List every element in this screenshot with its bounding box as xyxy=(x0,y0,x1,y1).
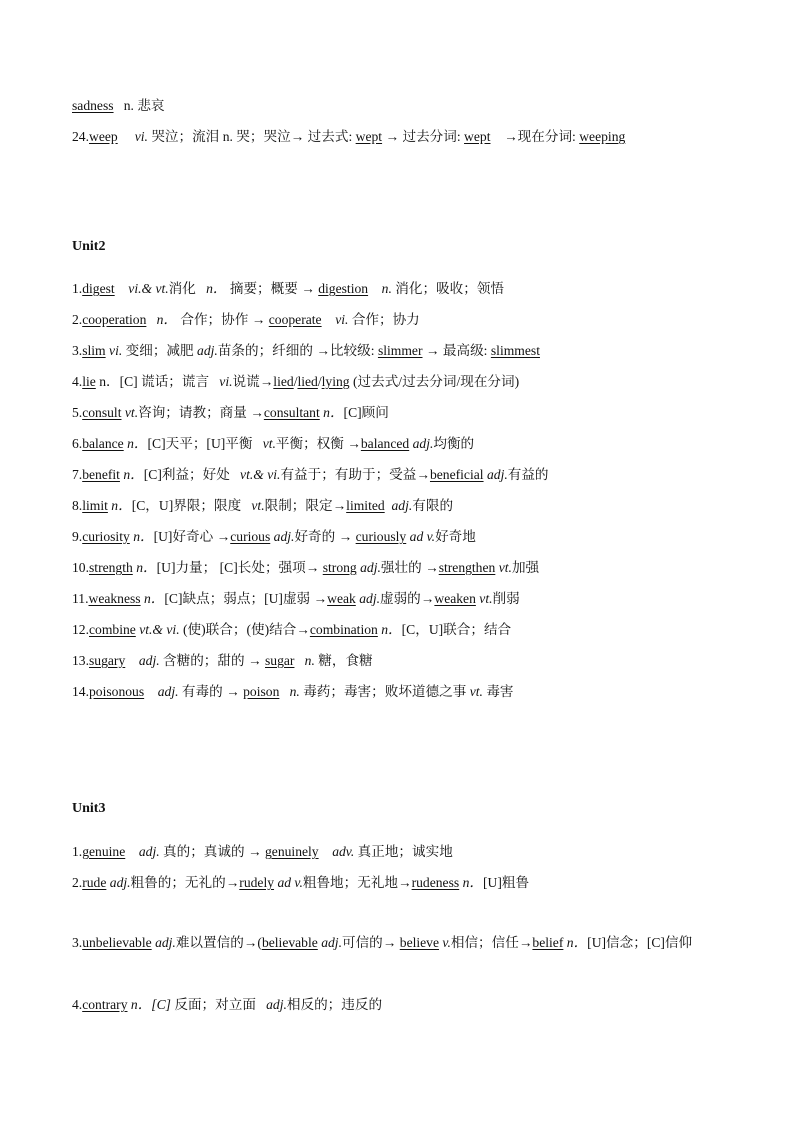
entry-text: n． xyxy=(462,875,483,890)
entry-text: adj. xyxy=(360,560,381,575)
answer-word: rudely xyxy=(239,875,275,890)
entry-text: 4. xyxy=(72,997,83,1012)
answer-word: balanced xyxy=(360,436,410,451)
entry-text: vt.& vi. xyxy=(139,622,180,637)
vocab-entry-genuine xyxy=(72,843,732,861)
entry-text: n． xyxy=(144,591,165,606)
entry-text: 摘要；概要 → xyxy=(229,281,315,296)
vocab-entry-slim xyxy=(72,342,732,360)
entry-text: 毒害 xyxy=(486,684,514,699)
answer-word: poisonous xyxy=(89,684,145,699)
answer-word: believe xyxy=(399,935,440,950)
vocab-entry-limit xyxy=(72,497,732,515)
entry-text: vt. xyxy=(498,560,512,575)
vocab-entry-sugary xyxy=(72,652,732,670)
answer-word: sugary xyxy=(89,653,126,668)
entry-text: n． xyxy=(111,498,132,513)
answer-word: weak xyxy=(327,591,356,606)
entry-text: 4. xyxy=(72,374,83,389)
entry-text: 2. xyxy=(72,875,83,890)
entry-text: 3. xyxy=(72,935,83,950)
definition: →现在分词: xyxy=(504,129,576,144)
entry-text: [C]顾问 xyxy=(343,405,389,420)
answer-word: lied xyxy=(297,374,318,389)
entry-text: vt.& vi. xyxy=(240,467,281,482)
entry-text: 14. xyxy=(72,684,89,699)
entry-text: 说谎→ xyxy=(232,374,274,389)
entry-text: 有益于；有助于；受益→ xyxy=(280,467,430,482)
answer-word: digest xyxy=(82,281,115,296)
answer-word: limited xyxy=(346,498,385,513)
answer-word: lied xyxy=(273,374,294,389)
entry-text: adj. xyxy=(109,875,131,890)
entry-text: 13. xyxy=(72,653,89,668)
entry-text: vt. xyxy=(479,591,493,606)
vocab-entry-benefit xyxy=(72,466,732,484)
unit2-heading: Unit2 xyxy=(72,239,106,254)
entry-text: 均衡的 xyxy=(433,436,475,451)
entry-text: n. xyxy=(381,281,392,296)
entry-text: 糖，食糖 xyxy=(318,653,373,668)
entry-text: adj. xyxy=(155,935,176,950)
entry-text: [C，U]界限；限度 xyxy=(131,498,242,513)
entry-text: 好奇的 → xyxy=(294,529,353,544)
answer-word: weep xyxy=(89,129,118,144)
entry-text: [U]好奇心 → xyxy=(153,529,231,544)
answer-word: lying xyxy=(321,374,350,389)
answer-word: consult xyxy=(82,405,122,420)
entry-text: 7. xyxy=(72,467,83,482)
entry-text: 相信；信任→ xyxy=(450,935,533,950)
entry-text: vt. xyxy=(469,684,483,699)
entry-text: n．[C] xyxy=(99,374,138,389)
entry-text: adj. xyxy=(391,498,413,513)
entry-text: n． xyxy=(133,529,154,544)
vocab-entry-cooperation xyxy=(72,311,732,329)
answer-word: consultant xyxy=(263,405,320,420)
answer-word: combine xyxy=(89,622,136,637)
entry-text: 虚弱的→ xyxy=(380,591,435,606)
entry-text: 难以置信的→( xyxy=(175,935,262,950)
entry-text: adj. xyxy=(157,684,179,699)
entry-text: 限制；限定→ xyxy=(264,498,347,513)
entry-text: [U]信念；[C]信仰 xyxy=(587,935,693,950)
entry-text: 1. xyxy=(72,281,83,296)
entry-text: → 最高级: xyxy=(425,343,488,358)
entry-text: 真正地；诚实地 xyxy=(357,844,453,859)
entry-text: 可信的→ xyxy=(341,935,397,950)
vocab-entry-unbelievable xyxy=(72,927,732,958)
entry-text: (使)联合；(使)结合→ xyxy=(183,622,310,637)
answer-word: limit xyxy=(82,498,108,513)
entry-text: n． xyxy=(206,281,227,296)
answer-word: slimmest xyxy=(490,343,540,358)
entry-text: vt. xyxy=(262,436,276,451)
answer-word: weakness xyxy=(88,591,141,606)
answer-word: strong xyxy=(322,560,357,575)
definition: 哭；哭泣→ 过去式: xyxy=(236,129,353,144)
answer-word: contrary xyxy=(82,997,128,1012)
entry-text: 12. xyxy=(72,622,89,637)
entry-text: vi. xyxy=(219,374,233,389)
vocab-entry-weep xyxy=(72,121,732,152)
entry-text: 毒药；毒害；败坏道德之事 xyxy=(303,684,467,699)
entry-text: 有限的 xyxy=(412,498,454,513)
entry-text: 有益的 xyxy=(507,467,549,482)
entry-text: n． xyxy=(381,622,402,637)
answer-word: slimmer xyxy=(377,343,423,358)
vocab-entry-digest xyxy=(72,280,732,298)
answer-word: rudeness xyxy=(411,875,460,890)
entry-text: n． xyxy=(136,560,157,575)
answer-word: weeping xyxy=(579,129,626,144)
entry-text: 2. xyxy=(72,312,83,327)
entry-text: 谎话；谎言 xyxy=(141,374,210,389)
entry-text: 3. xyxy=(72,343,83,358)
entry-text: n． xyxy=(566,935,588,950)
entry-text: [C，U]联合；结合 xyxy=(401,622,512,637)
answer-word: cooperation xyxy=(82,312,147,327)
entry-number: 24. xyxy=(72,129,89,144)
vocab-entry-consult xyxy=(72,404,732,422)
entry-text: 苗条的；纤细的 →比较级: xyxy=(217,343,375,358)
definition: n. 悲哀 xyxy=(123,98,165,113)
answer-word: rude xyxy=(82,875,107,890)
answer-word: strength xyxy=(89,560,133,575)
entry-text: adj. xyxy=(321,935,342,950)
answer-word: sugar xyxy=(265,653,295,668)
answer-word: digestion xyxy=(318,281,369,296)
entry-text: 真的；真诚的 → xyxy=(163,844,262,859)
vocab-entry-weakness xyxy=(72,590,732,608)
entry-text: 含糖的；甜的 → xyxy=(163,653,262,668)
answer-word: curiously xyxy=(355,529,407,544)
answer-word: slim xyxy=(82,343,106,358)
entry-text: n． xyxy=(156,312,177,327)
entry-text: 消化；吸收；领悟 xyxy=(395,281,505,296)
entry-text: n． xyxy=(127,436,148,451)
answer-word: genuine xyxy=(82,844,126,859)
entry-text: 削弱 xyxy=(492,591,520,606)
answer-word: cooperate xyxy=(268,312,322,327)
entry-text: 消化 xyxy=(168,281,196,296)
entry-text: ad v. xyxy=(277,875,303,890)
answer-word: wept xyxy=(355,129,383,144)
entry-text: 粗鲁的；无礼的→ xyxy=(130,875,240,890)
entry-text: 5. xyxy=(72,405,83,420)
entry-text: n． xyxy=(323,405,344,420)
answer-word: unbelievable xyxy=(82,935,152,950)
definition: 哭泣；流泪 xyxy=(151,129,220,144)
vocab-entry-poisonous xyxy=(72,683,732,701)
answer-word: wept xyxy=(464,129,491,144)
entry-text: adj. xyxy=(359,591,380,606)
answer-word: belief xyxy=(532,935,564,950)
entry-text: (过去式/过去分词/现在分词) xyxy=(353,374,520,389)
unit3-heading: Unit3 xyxy=(72,801,106,816)
entry-text: 加强 xyxy=(511,560,540,575)
vocab-entry-strength xyxy=(72,559,732,577)
answer-word: genuinely xyxy=(265,844,319,859)
entry-text: vi.& vt. xyxy=(128,281,169,296)
entry-text: vi. xyxy=(109,343,123,358)
entry-text: 11. xyxy=(72,591,89,606)
vocab-entry-combine xyxy=(72,621,732,639)
entry-text: [U]力量； [C]长处；强项→ xyxy=(156,560,320,575)
entry-text: 8. xyxy=(72,498,83,513)
answer-word: balance xyxy=(82,436,124,451)
entry-text: 相反的；违反的 xyxy=(286,997,383,1012)
entry-text: adj. xyxy=(197,343,218,358)
entry-text: vt. xyxy=(251,498,265,513)
vocab-entry-balance xyxy=(72,435,732,453)
entry-text: adj. xyxy=(273,529,295,544)
answer-word: poison xyxy=(243,684,280,699)
entry-text: adj. xyxy=(412,436,434,451)
entry-text: [C]天平；[U]平衡 xyxy=(147,436,253,451)
answer-word: benefit xyxy=(82,467,120,482)
entry-text: 粗鲁地；无礼地→ xyxy=(302,875,412,890)
entry-text: adv. xyxy=(332,844,355,859)
entry-text: 反面；对立面 xyxy=(174,997,256,1012)
entry-text: [C]缺点；弱点；[U]虚弱 → xyxy=(164,591,328,606)
answer-word: combination xyxy=(309,622,378,637)
entry-text: 平衡；权衡 → xyxy=(275,436,361,451)
entry-text: vt. xyxy=(124,405,139,420)
entry-text: n. xyxy=(289,684,300,699)
entry-text: v. xyxy=(442,935,451,950)
answer-word: beneficial xyxy=(429,467,484,482)
entry-text: 合作；协作 → xyxy=(180,312,266,327)
entry-text: 6. xyxy=(72,436,83,451)
pos: vi. xyxy=(134,129,148,144)
vocab-entry-lie: 4.lie n．[C] 谎话；谎言 vi.说谎→lied/lied/lying (过去式/过去分词/现在分词) xyxy=(72,374,520,389)
vocab-entry-curiosity xyxy=(72,528,732,546)
entry-text: 强壮的 → xyxy=(380,560,439,575)
answer-word: sadness xyxy=(72,98,114,113)
answer-word: strengthen xyxy=(438,560,496,575)
entry-text: adj. xyxy=(486,467,508,482)
entry-text: adj. xyxy=(266,997,287,1012)
answer-word: curiosity xyxy=(82,529,130,544)
vocab-entry-sadness xyxy=(72,97,732,115)
entry-text: vi. xyxy=(335,312,349,327)
answer-word: curious xyxy=(230,529,271,544)
entry-text: 合作；协力 xyxy=(351,312,420,327)
entry-text: n． xyxy=(123,467,144,482)
answer-word: believable xyxy=(261,935,318,950)
vocab-entry-contrary xyxy=(72,996,732,1014)
entry-text: adj. xyxy=(138,653,160,668)
entry-text: adj. xyxy=(138,844,160,859)
entry-text: 10. xyxy=(72,560,89,575)
pos: n. xyxy=(222,129,233,144)
answer-word: weaken xyxy=(434,591,476,606)
entry-text: n．[C] xyxy=(130,997,171,1012)
entry-text: 有毒的 → xyxy=(181,684,240,699)
entry-text: n. xyxy=(304,653,315,668)
definition: → 过去分词: xyxy=(385,129,461,144)
entry-text: [U]粗鲁 xyxy=(482,875,530,890)
vocab-entry-rude xyxy=(72,874,732,892)
entry-text: 9. xyxy=(72,529,83,544)
entry-text: 变细；减肥 xyxy=(125,343,194,358)
entry-text: 咨询；请教；商量 → xyxy=(138,405,264,420)
entry-text: ad v. xyxy=(409,529,436,544)
entry-text: 1. xyxy=(72,844,83,859)
entry-text: [C]利益；好处 xyxy=(143,467,230,482)
answer-word: lie xyxy=(82,374,96,389)
entry-text: 好奇地 xyxy=(435,529,476,544)
